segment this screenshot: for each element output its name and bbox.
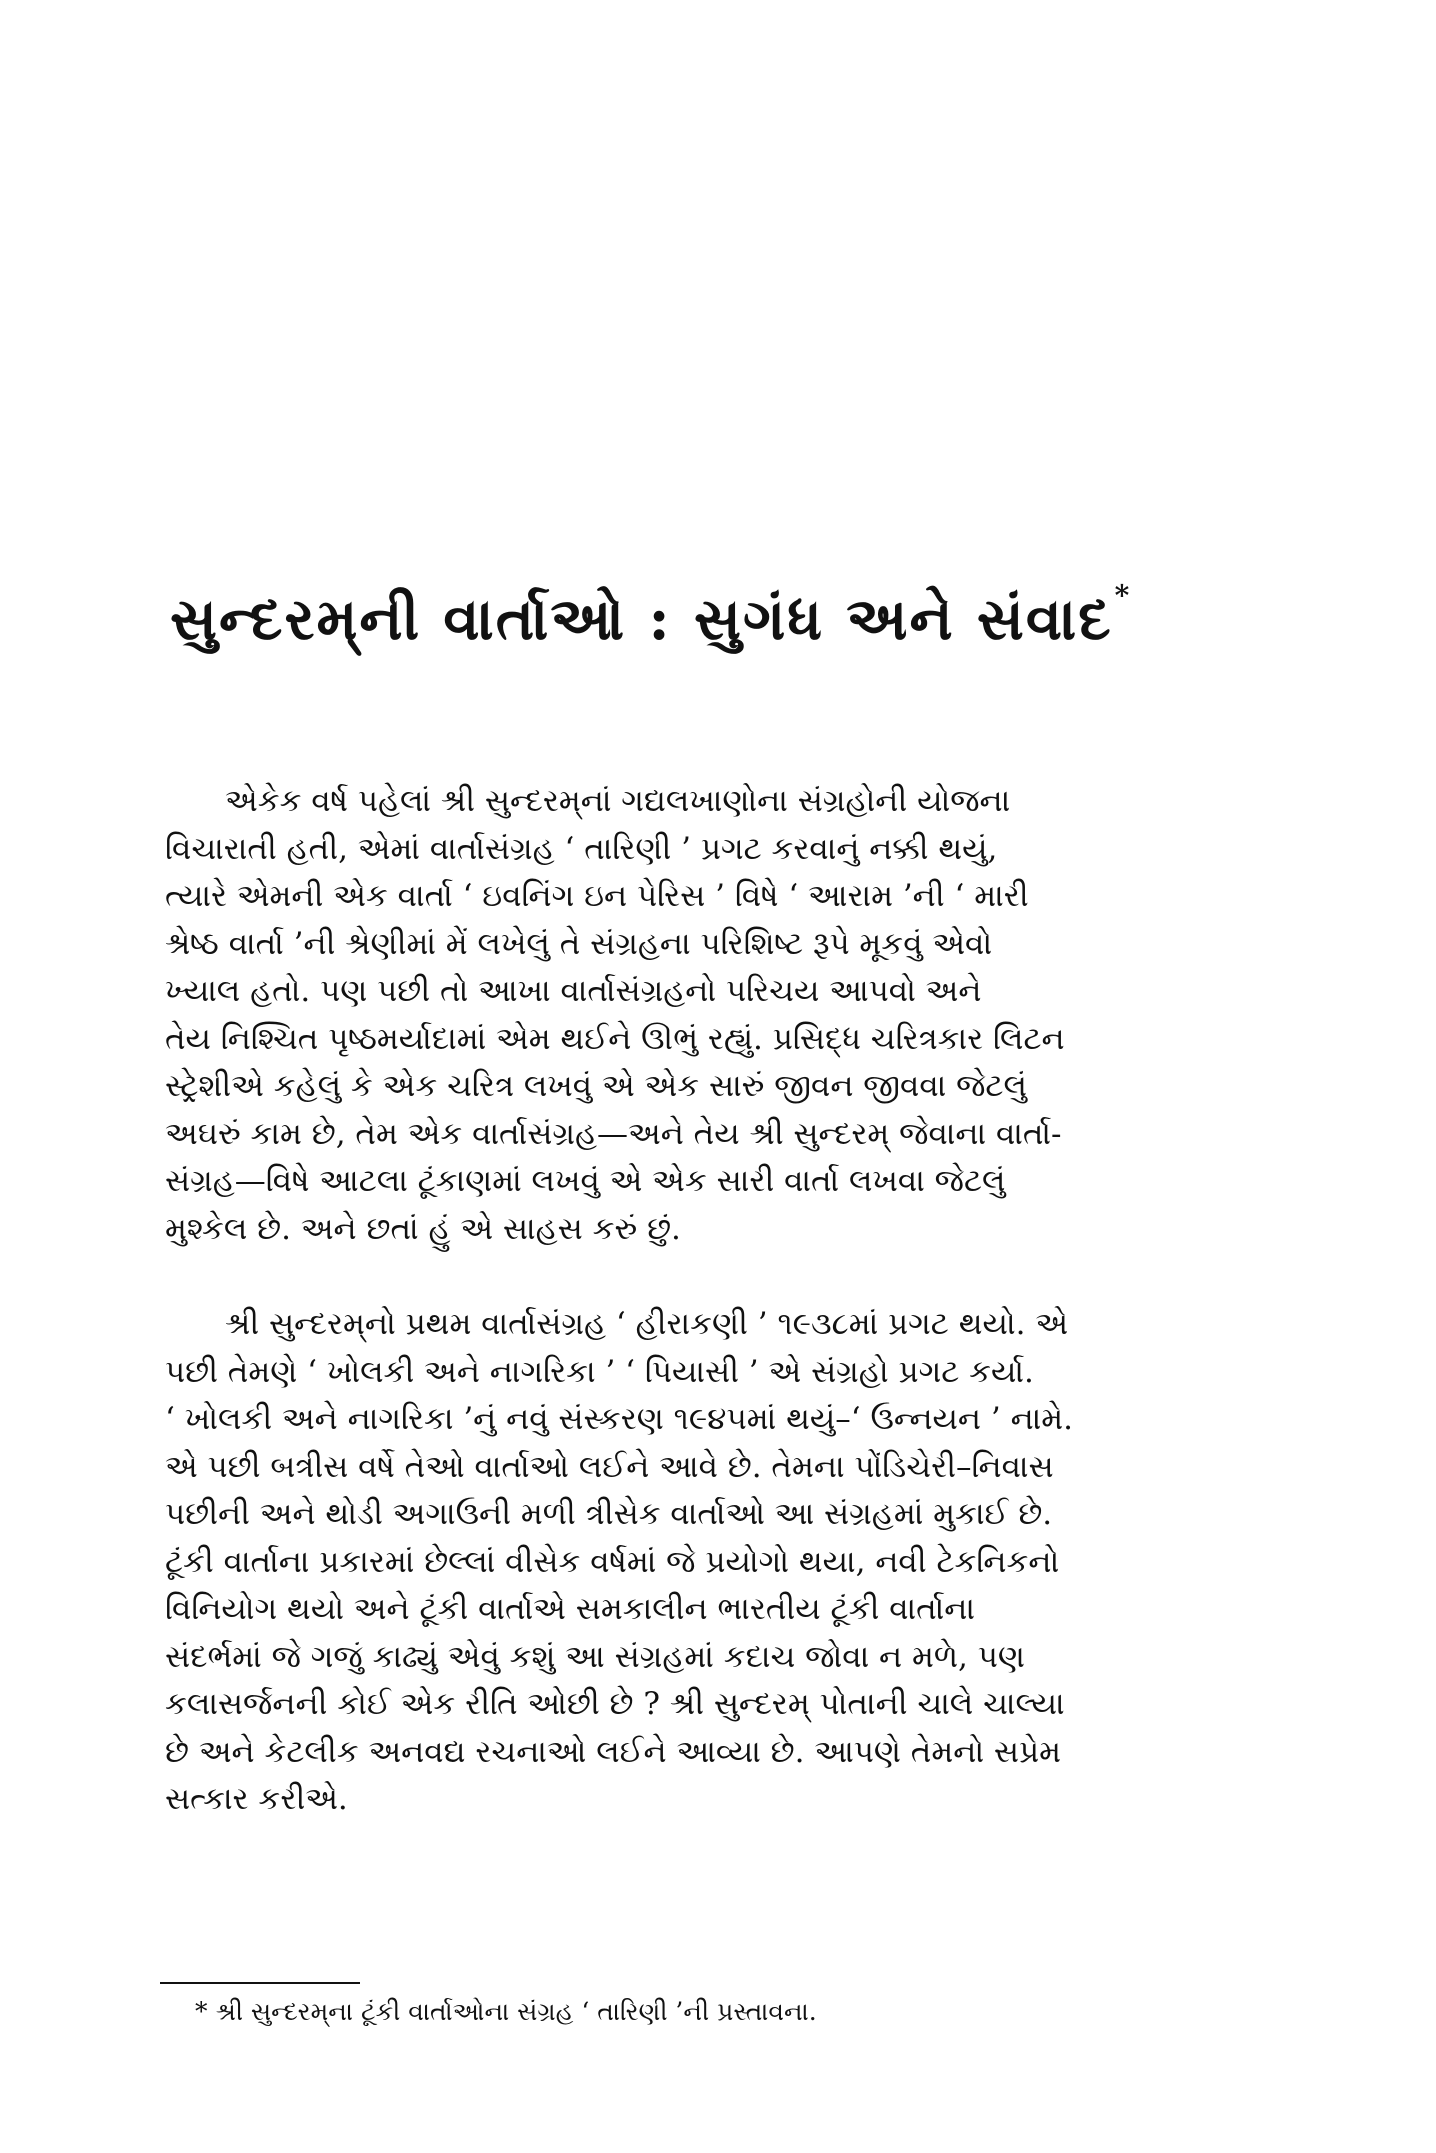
footnote-divider — [160, 1982, 360, 1984]
text-line: મુશ્કેલ છે. અને છતાં હું એ સાહસ કરું છું. — [165, 1210, 681, 1247]
paragraph-2 — [165, 1301, 1285, 1824]
text-line: એ પછી બત્રીસ વર્ષે તેઓ વાર્તાઓ લઈને આવે છે. તેમના પોંડિચેરી–નિવાસ — [165, 1448, 1054, 1485]
text-line: ‘ ખોલકી અને નાગરિકા ’નું નવું સંસ્કરણ ૧૯૪૫માં થયું–‘ ઉન્નયન ’ નામે. — [165, 1401, 1074, 1437]
text-line: વિચારાતી હતી, એમાં વાર્તાસંગ્રહ ‘ તારિણી ’ પ્રગટ કરવાનું નક્કી થયું, — [165, 830, 998, 867]
text-line: સત્કાર કરીએ. — [165, 1781, 348, 1817]
text-line: સ્ટ્રેશીએ કહેલું કે એક ચરિત્ર લખવું એ એક સારું જીવન જીવવા જેટલું — [165, 1068, 1027, 1104]
paragraph-spacer — [165, 1253, 1285, 1301]
chapter-title-text: સુન્દરમ્‌ની વાર્તાઓ : સુગંધ અને સંવાદ — [170, 585, 1113, 653]
text-line: સંગ્રહ—વિષે આટલા ટૂંકાણમાં લખવું એ એક સારી વાર્તા લખવા જેટલું — [165, 1163, 1006, 1199]
text-line: શ્રી સુન્દરમ્‌નો પ્રથમ વાર્તાસંગ્રહ ‘ હીરાકણી ’ ૧૯૩૮માં પ્રગટ થયો. એ — [225, 1306, 1069, 1342]
text-line: વિનિયોગ થયો અને ટૂંકી વાર્તાએ સમકાલીન ભારતીય ટૂંકી વાર્તાના — [165, 1591, 975, 1627]
text-line: કલાસર્જનની કોઈ એક રીતિ ઓછી છે ? શ્રી સુન્દરમ્ પોતાની ચાલે ચાલ્યા — [165, 1686, 1065, 1722]
text-line: એકેક વર્ષ પહેલાં શ્રી સુન્દરમ્‌નાં ગદ્યલખાણોના સંગ્રહોની યોજના — [225, 783, 1011, 819]
footnote: * શ્રી સુન્દરમ્‌ના ટૂંકી વાર્તાઓના સંગ્રહ ‘ તારિણી ’ની પ્રસ્તાવના. — [195, 1997, 817, 2026]
text-line: તેય નિશ્ચિત પૃષ્ઠમર્યાદામાં એમ થઈને ઊભું રહ્યું. પ્રસિદ્ધ ચરિત્રકાર લિટન — [165, 1020, 1065, 1057]
paragraph-1 — [165, 778, 1285, 1253]
chapter-title — [170, 579, 1300, 655]
text-line: ખ્યાલ હતો. પણ પછી તો આખા વાર્તાસંગ્રહનો પરિચય આપવો અને — [165, 973, 982, 1009]
text-line: અઘરું કામ છે, તેમ એક વાર્તાસંગ્રહ—અને તેય શ્રી સુન્દરમ્ જેવાના વાર્તા- — [165, 1115, 1062, 1152]
body-text — [165, 778, 1285, 1824]
text-line: શ્રેષ્ઠ વાર્તા ’ની શ્રેણીમાં મેં લખેલું તે સંગ્રહના પરિશિષ્ટ રૂપે મૂકવું એવો — [165, 925, 993, 962]
text-line: છે અને કેટલીક અનવદ્ય રચનાઓ લઈને આવ્યા છે. આપણે તેમનો સપ્રેમ — [165, 1733, 1062, 1770]
text-line: સંદર્ભમાં જે ગજું કાઢ્યું એવું કશું આ સંગ્રહમાં કદાચ જોવા ન મળે, પણ — [165, 1638, 1025, 1675]
text-line: ત્યારે એમની એક વાર્તા ‘ ઇવનિંગ ઇન પેરિસ ’ વિષે ‘ આરામ ’ની ‘ મારી — [165, 878, 1029, 914]
text-line: ટૂંકી વાર્તાના પ્રકારમાં છેલ્લાં વીસેક વર્ષમાં જે પ્રયોગો થયા, નવી ટેકનિકનો — [165, 1543, 1060, 1580]
footnote-marker: * — [1114, 579, 1132, 612]
text-line: પછીની અને થોડી અગાઉની મળી ત્રીસેક વાર્તાઓ આ સંગ્રહમાં મુકાઈ છે. — [165, 1496, 1053, 1532]
text-line: પછી તેમણે ‘ ખોલકી અને નાગરિકા ’ ‘ પિયાસી ’ એ સંગ્રહો પ્રગટ કર્યા. — [165, 1353, 1034, 1390]
